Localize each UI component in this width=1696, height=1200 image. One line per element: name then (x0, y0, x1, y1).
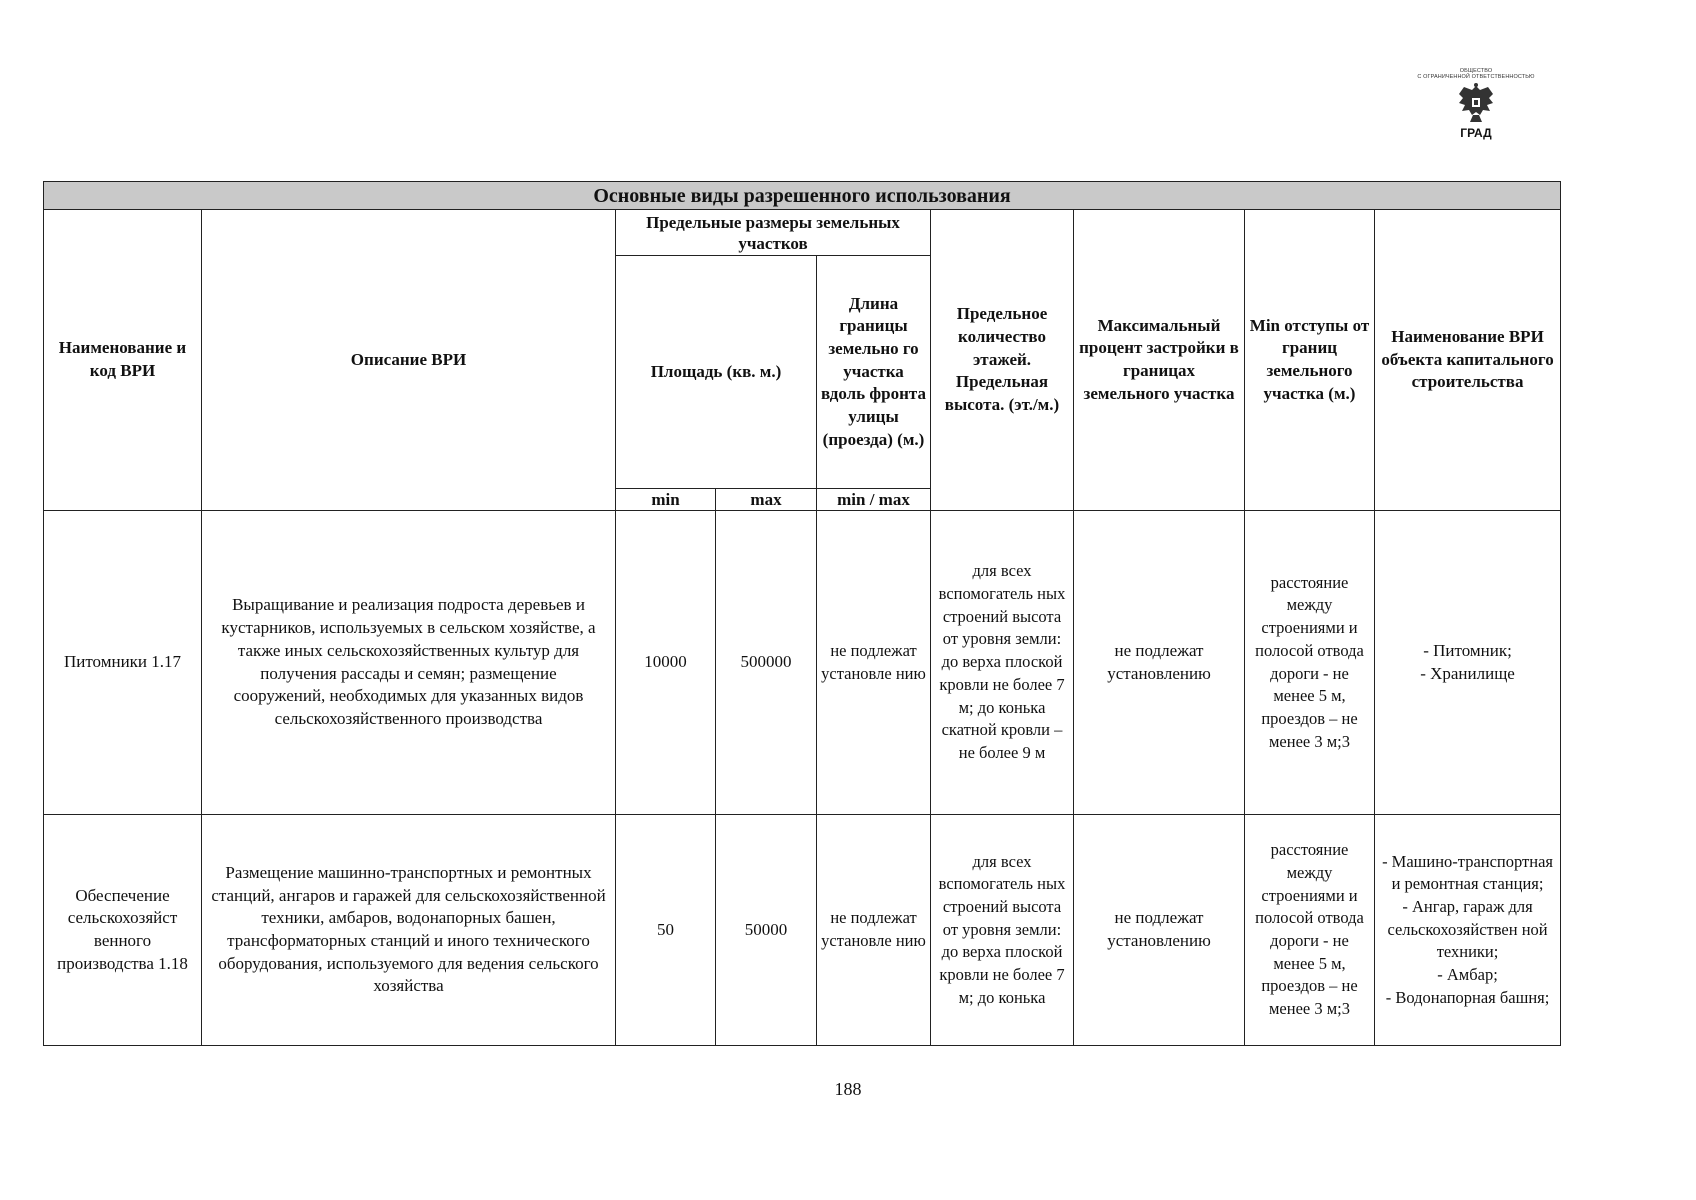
header-limits-group: Предельные размеры земельных участков (616, 210, 931, 256)
cell-name-code: Питомники 1.17 (44, 511, 202, 815)
logo-org-line2: С ОГРАНИЧЕННОЙ ОТВЕТСТВЕННОСТЬЮ (1417, 74, 1535, 80)
object-item: - Водонапорная башня; (1385, 987, 1550, 1007)
header-row-1 (44, 210, 1561, 256)
header-area: Площадь (кв. м.) (616, 256, 817, 489)
object-item: - Ангар, гараж для сельскохозяйствен ной техники; (1387, 896, 1548, 962)
header-max: max (716, 489, 817, 511)
cell-name-code: Обеспечение сельскохозяйст венного производства 1.18 (44, 815, 202, 1046)
cell-boundary: не подлежат установле нию (817, 511, 931, 815)
header-object-name: Наименование ВРИ объекта капитального строительства (1375, 210, 1561, 511)
header-floors: Предельное количество этажей. Предельная высота. (эт./м.) (931, 210, 1074, 511)
cell-boundary: не подлежат установле нию (817, 815, 931, 1046)
cell-coverage: не подлежат установлению (1074, 511, 1245, 815)
cell-description: Размещение машинно-транспортных и ремонтных станций, ангаров и гаражей для сельскохозяйственной техники, амбаров, водонапорных башен, трансформаторных станций и иного технического оборудования, используемого для ведения сельского хозяйства (202, 815, 616, 1046)
header-min: min (616, 489, 716, 511)
cell-coverage: не подлежат установлению (1074, 815, 1245, 1046)
header-description: Описание ВРИ (202, 210, 616, 511)
eagle-emblem-icon (1456, 82, 1496, 126)
cell-area-max: 50000 (716, 815, 817, 1046)
cell-area-min: 10000 (616, 511, 716, 815)
cell-area-max: 500000 (716, 511, 817, 815)
object-item: - Питомник; (1423, 640, 1512, 660)
cell-floors: для всех вспомогатель ных строений высота от уровня земли: до верха плоской кровли не более 7 м; до конька (931, 815, 1074, 1046)
object-item: - Амбар; (1437, 965, 1498, 985)
header-name-code: Наименование и код ВРИ (44, 210, 202, 511)
header-max-coverage: Максимальный процент застройки в границах земельного участка (1074, 210, 1245, 511)
cell-setback: расстояние между строениями и полосой отвода дороги - не менее 5 м, проездов – не менее 3 м;3 (1245, 815, 1375, 1046)
logo-org-line1: ОБЩЕСТВО (1459, 68, 1493, 74)
cell-setback: расстояние между строениями и полосой отвода дороги - не менее 5 м, проездов – не менее 3 м;3 (1245, 511, 1375, 815)
header-min-max: min / max (817, 489, 931, 511)
table-row (44, 511, 1561, 815)
cell-objects (1375, 815, 1561, 1046)
table-banner-row (44, 182, 1561, 210)
permitted-use-table (43, 181, 1561, 1046)
table-row (44, 815, 1561, 1046)
company-logo (1394, 68, 1558, 152)
page-number: 188 (834, 1079, 862, 1099)
cell-floors: для всех вспомогатель ных строений высота от уровня земли: до верха плоской кровли не более 7 м; до конька скатной кровли – не более 9 м (931, 511, 1074, 815)
table-banner: Основные виды разрешенного использования (44, 182, 1561, 210)
logo-brand: ГРАД (1460, 126, 1492, 140)
header-boundary-length: Длина границы земельно го участка вдоль фронта улицы (проезда) (м.) (817, 256, 931, 489)
object-item: - Хранилище (1420, 663, 1515, 683)
cell-area-min: 50 (616, 815, 716, 1046)
cell-description: Выращивание и реализация подроста деревьев и кустарников, используемых в сельском хозяйстве, а также иных сельскохозяйственных культур для получения рассады и семян; размещение сооружений, необходимых для указанных видов сельскохозяйственного производства (202, 511, 616, 815)
object-item: - Машино-транспортная и ремонтная станция; (1382, 851, 1553, 894)
header-min-setback: Min отступы от границ земельного участка (м.) (1245, 210, 1375, 511)
cell-objects (1375, 511, 1561, 815)
